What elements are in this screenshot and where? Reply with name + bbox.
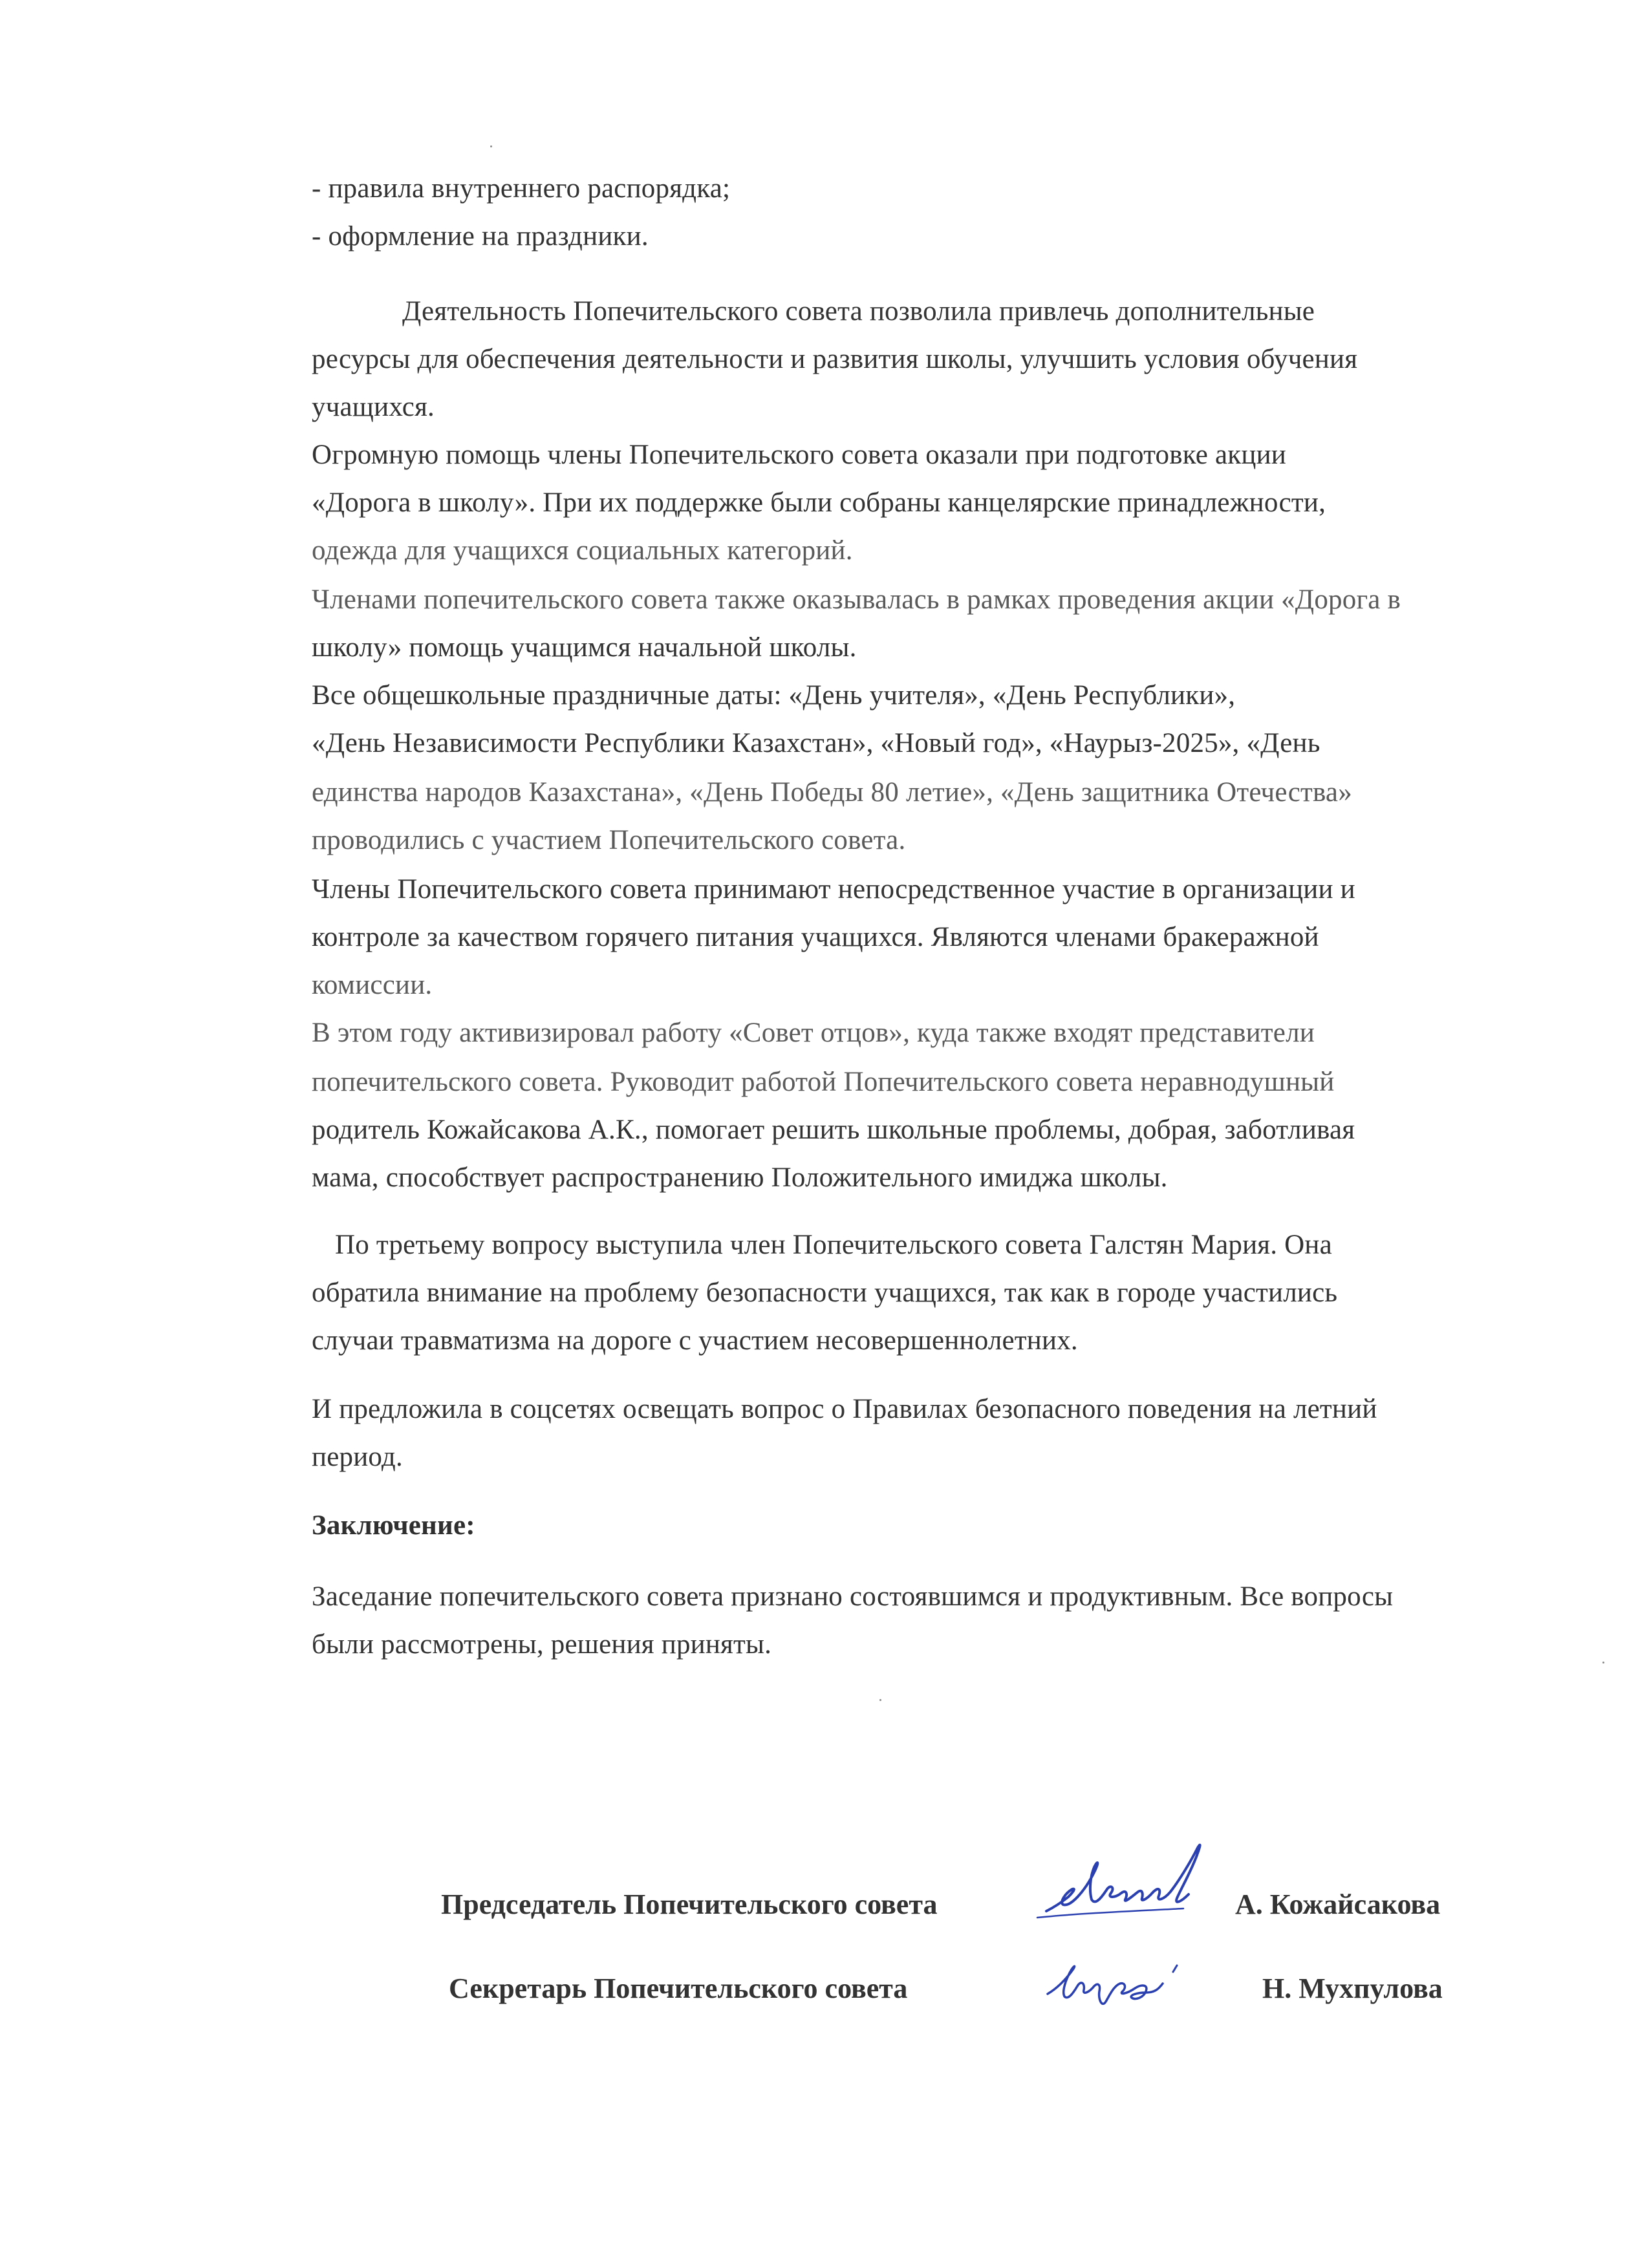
scan-speck [490,145,492,147]
secretary-title: Секретарь Попечительского совета [449,1973,908,2004]
conclusion-line: Заседание попечительского совета признано состоявшимся и продуктивным. Все вопросы [312,1581,1394,1612]
secretary-name: Н. Мухпулова [1262,1973,1443,2004]
paragraph-line: период. [312,1442,403,1472]
paragraph-line: «День Независимости Республики Казахстан», «Новый год», «Наурыз-2025», «День [312,728,1320,758]
paragraph-line: единства народов Казахстана», «День Победы 80 летие», «День защитника Отечества» [312,777,1352,808]
paragraph-line: По третьему вопросу выступила член Попечительского совета Галстян Мария. Она [335,1230,1332,1260]
paragraph-line: школу» помощь учащимся начальной школы. [312,632,857,663]
paragraph-line: попечительского совета. Руководит работой Попечительского совета неравнодушный [312,1067,1335,1097]
chair-signature [1035,1835,1229,1932]
conclusion-heading: Заключение: [312,1510,475,1541]
paragraph-line: «Дорога в школу». При их поддержке были собраны канцелярские принадлежности, [312,487,1326,518]
paragraph-line: комиссии. [312,970,433,1000]
paragraph-line: случаи травматизма на дороге с участием несовершеннолетних. [312,1325,1078,1356]
secretary-signature [1035,1946,1216,2017]
conclusion-line: были рассмотрены, решения приняты. [312,1629,772,1660]
paragraph-line: одежда для учащихся социальных категорий. [312,535,853,566]
paragraph-line: ресурсы для обеспечения деятельности и развития школы, улучшить условия обучения [312,344,1358,374]
scan-speck [879,1699,881,1701]
paragraph-line: проводились с участием Попечительского совета. [312,825,906,855]
list-item: - оформление на праздники. [312,221,649,251]
paragraph-line: контроле за качеством горячего питания учащихся. Являются членами бракеражной [312,922,1319,952]
paragraph-line: Члены Попечительского совета принимают непосредственное участие в организации и [312,874,1355,904]
paragraph-line: мама, способствует распространению Положительного имиджа школы. [312,1162,1168,1193]
list-item: - правила внутреннего распорядка; [312,173,731,204]
scan-speck [1602,1662,1604,1664]
chair-title: Председатель Попечительского совета [441,1888,938,1920]
chair-name: А. Кожайсакова [1235,1888,1441,1920]
paragraph-line: учащихся. [312,392,435,422]
paragraph-line: Все общешкольные праздничные даты: «День учителя», «День Республики», [312,680,1236,711]
paragraph-line: В этом году активизировал работу «Совет отцов», куда также входят представители [312,1018,1315,1048]
paragraph-line: родитель Кожайсакова А.К., помогает решить школьные проблемы, добрая, заботливая [312,1115,1355,1145]
paragraph-line: И предложила в соцсетях освещать вопрос о Правилах безопасного поведения на летний [312,1394,1377,1424]
paragraph-line: обратила внимание на проблему безопасности учащихся, так как в городе участились [312,1278,1338,1308]
paragraph-line: Огромную помощь члены Попечительского совета оказали при подготовке акции [312,440,1287,470]
paragraph-line: Членами попечительского совета также оказывалась в рамках проведения акции «Дорога в [312,584,1401,615]
paragraph-line: Деятельность Попечительского совета позволила привлечь дополнительные [402,296,1315,326]
